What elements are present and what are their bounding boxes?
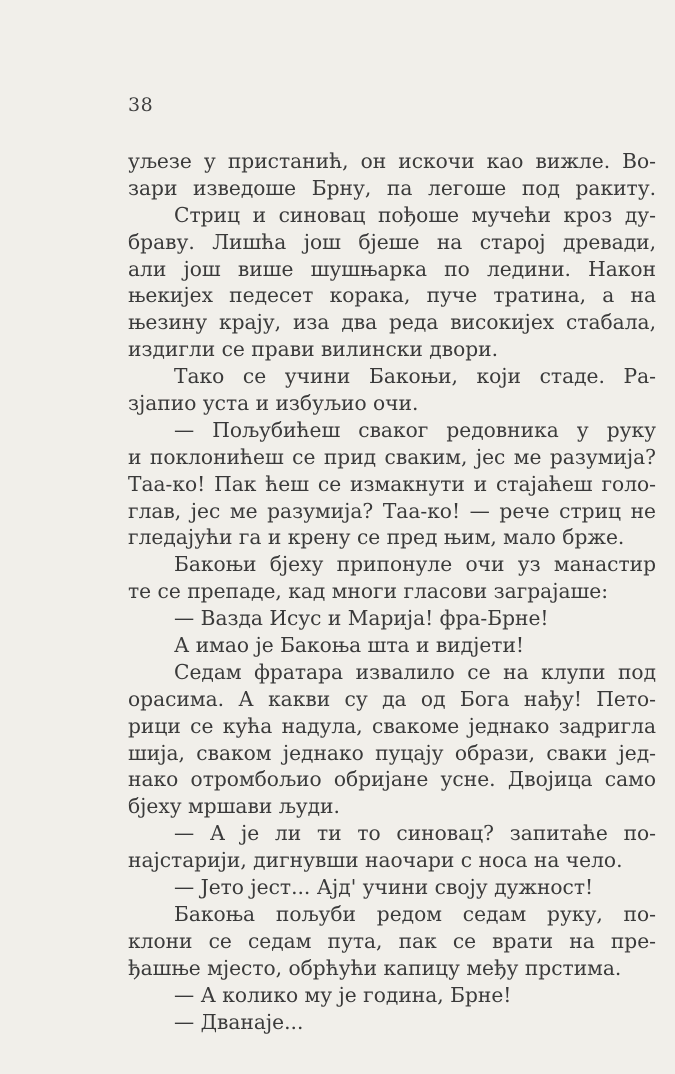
text-line: браву. Лишћа још бјеше на старој древади, [128, 229, 656, 254]
text-line: шија, сваком једнако пуцају образи, сваки јед- [128, 740, 656, 765]
text-line: бјеху мршави људи. [128, 794, 340, 819]
text-line: те се препаде, кад многи гласови заграјаше: [128, 579, 609, 604]
text-line: гледајући га и крену се пред њим, мало брже. [128, 525, 625, 550]
text-line: глав, јес ме разумија? Таа-ко! — рече стриц не [128, 498, 656, 523]
text-line: орасима. А какви су да од Бога нађу! Пето- [128, 686, 656, 711]
text-line: зари изведоше Брну, па легоше под ракиту. [128, 175, 656, 200]
text-line: издигли се прави вилински двори. [128, 337, 499, 362]
text-line: А имао је Бакоња шта и видјети! [174, 633, 525, 658]
text-line: рици се кућа надула, свакоме једнако задригла [128, 713, 656, 738]
text-line: нако отромбољио обријане усне. Двојица само [128, 767, 656, 792]
text-line: — Вазда Исус и Марија! фра-Брне! [174, 606, 549, 631]
text-line: — Пољубићеш сваког редовника у руку [174, 417, 656, 442]
text-line: Бакоњи бјеху припонуле очи уз манастир [174, 552, 656, 577]
text-line: њезину крају, иза два реда високијех стабала, [128, 310, 656, 335]
text-line: Тако се учини Бакоњи, који стаде. Ра- [174, 364, 656, 389]
text-line: Стриц и синовац пођоше мучећи кроз ду- [174, 202, 656, 227]
text-line: Седам фратара извалило се на клупи под [174, 659, 656, 684]
text-line: Таа-ко! Пак ћеш се измакнути и стајаћеш голо- [128, 471, 656, 496]
text-line: Бакоња пољуби редом седам руку, по- [174, 901, 656, 926]
body-text [128, 148, 656, 1035]
text-line: клони се седам пута, пак се врати на пре- [128, 928, 656, 953]
text-line: зјапио уста и избуљио очи. [128, 391, 419, 416]
text-line: најстарији, дигнувши наочари с носа на чело. [128, 848, 623, 873]
text-line: ђашње мјесто, обрћући капицу међу прстима. [128, 955, 622, 980]
text-line: и поклонићеш се прид сваким, јес ме разумија? [128, 444, 656, 469]
text-line: — Дванаје... [174, 1009, 304, 1034]
text-line: — Јето јест... Ајд' учини своју дужност! [174, 875, 594, 900]
text-line: њекијех педесет корака, пуче тратина, а на [128, 283, 656, 308]
text-line: — А колико му је година, Брне! [174, 982, 512, 1007]
text-line: али још више шушњарка по ледини. Након [128, 256, 656, 281]
text-line: уљезе у пристанић, он искочи као вижле. Во- [128, 149, 656, 173]
text-line: — А је ли ти то синовац? запитаће по- [174, 821, 656, 846]
page-number: 38 [128, 94, 154, 116]
